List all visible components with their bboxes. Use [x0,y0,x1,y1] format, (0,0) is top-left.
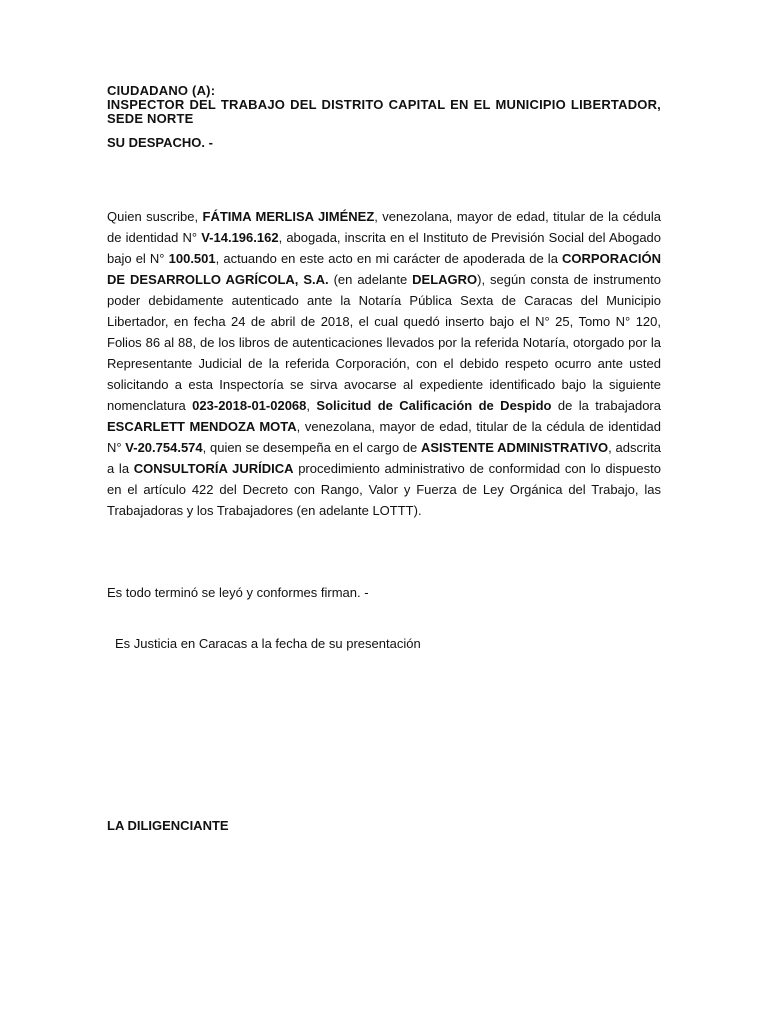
body-text-segment: , venezolana, mayor de edad, titular de la cédula de identidad N° [107,209,662,245]
request-type: Solicitud de Calificación de Despido [316,398,552,413]
inpreabogado-number: 100.501 [168,251,216,266]
signature-label: LA DILIGENCIANTE [107,818,229,833]
worker-id-number: V-20.754.574 [125,440,203,455]
body-text-segment: , abogada, inscrita en el Instituto de Previsión Social del Abogado bajo el N° [107,230,662,266]
despacho-line: SU DESPACHO. - [107,135,213,150]
body-text-segment: , quien se desempeña en el cargo de [202,440,421,455]
signer-id-number: V-14.196.162 [201,230,279,245]
addressee-header [107,84,661,126]
signer-name: FÁTIMA MERLISA JIMÉNEZ [202,209,375,224]
body-text-segment: , adscrita a la [107,440,661,476]
body-text-segment: , actuando en este acto en mi carácter de apoderada de la [215,251,563,266]
worker-name: ESCARLETT MENDOZA MOTA [107,419,297,434]
corporation-acronym: DELAGRO [412,272,478,287]
body-text-segment: (en adelante [328,272,413,287]
body-text-segment: Quien suscribe, [107,209,203,224]
addressee-title: INSPECTOR DEL TRABAJO DEL DISTRITO CAPITAL EN EL MUNICIPIO LIBERTADOR, SEDE NORTE [107,97,661,126]
body-text-segment: procedimiento administrativo de conformidad con lo dispuesto en el artículo 422 del Decreto con Rango, Valor y Fuerza de Ley Orgánica del Trabajo, las Trabajadoras y los Trabajadores (en adelante LOTTT). [107,461,661,518]
addressee-salutation: CIUDADANO (A): [107,83,216,98]
closing-line: Es todo terminó se leyó y conformes firman. - [107,585,369,600]
case-number: 023-2018-01-02068 [192,398,307,413]
body-text-segment: , [306,398,317,413]
body-text-segment: ), según consta de instrumento poder debidamente autenticado ante la Notaría Pública Sexta de Caracas del Municipio Libertador, en fecha 24 de abril de 2018, el cual quedó inserto bajo el N° 25, Tomo N° 120, Folios 86 al 88, de los libros de autenticaciones llevados por la referida Notaría, otorgado por la Representante Judicial de la referida Corporación, con el debido respeto ocurro ante usted solicitando a esta Inspectoría se sirva avocarse al expediente identificado bajo la siguiente nomenclatura [107,272,661,413]
justicia-line: Es Justicia en Caracas a la fecha de su presentación [115,636,421,651]
body-text-segment: , venezolana, mayor de edad, titular de la cédula de identidad N° [107,419,662,455]
worker-department: CONSULTORÍA JURÍDICA [133,461,294,476]
corporation-name: CORPORACIÓN DE DESARROLLO AGRÍCOLA, S.A. [107,251,661,287]
body-paragraph [107,206,661,521]
body-text-segment: de la trabajadora [551,398,661,413]
worker-position: ASISTENTE ADMINISTRATIVO [420,440,609,455]
